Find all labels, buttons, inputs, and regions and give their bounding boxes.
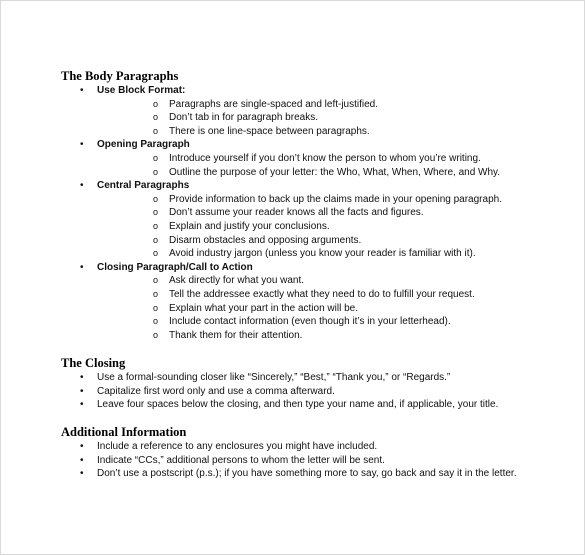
bullet-icon: • — [80, 180, 84, 192]
list-item — [61, 84, 576, 138]
group-label: Opening Paragraph — [97, 139, 190, 151]
list-item — [97, 125, 576, 139]
bullet-icon: • — [80, 85, 84, 96]
list-item — [97, 152, 576, 166]
circle-bullet-icon: o — [153, 125, 159, 136]
item-text: Capitalize first word only and use a comma afterward. — [97, 385, 335, 397]
list-item — [97, 234, 576, 248]
bullet-icon: • — [80, 441, 84, 453]
circle-bullet-icon: o — [153, 207, 159, 218]
list-item — [97, 193, 576, 207]
sub-list — [97, 193, 576, 261]
item-text: Outline the purpose of your letter: the Who, What, When, Where, and Why. — [169, 166, 501, 178]
list-item — [61, 440, 576, 454]
bullet-icon: • — [80, 261, 84, 273]
item-text: Thank them for their attention. — [169, 329, 303, 341]
circle-bullet-icon: o — [153, 275, 159, 286]
list-item — [61, 138, 576, 179]
item-text: Indicate “CCs,” additional persons to whom the letter will be sent. — [97, 454, 385, 466]
section-heading: Additional Information — [61, 425, 187, 440]
list-item — [97, 315, 576, 329]
list-item — [97, 98, 576, 112]
circle-bullet-icon: o — [153, 152, 159, 163]
circle-bullet-icon: o — [153, 193, 159, 204]
circle-bullet-icon: o — [153, 248, 159, 259]
item-text: Avoid industry jargon (unless you know your reader is familiar with it). — [169, 248, 476, 260]
item-text: Paragraphs are single-spaced and left-justified. — [169, 98, 379, 110]
circle-bullet-icon: o — [153, 316, 159, 327]
circle-bullet-icon: o — [153, 98, 159, 109]
list-item — [97, 166, 576, 180]
group-label: Central Paragraphs — [97, 180, 190, 192]
list-item — [61, 385, 576, 399]
additional-list — [61, 440, 576, 481]
closing-list — [61, 371, 576, 412]
circle-bullet-icon: o — [153, 112, 159, 123]
circle-bullet-icon: o — [153, 288, 159, 299]
bullet-icon: • — [80, 385, 84, 397]
bullet-icon: • — [80, 139, 84, 151]
circle-bullet-icon: o — [153, 302, 159, 313]
list-item — [97, 220, 576, 234]
circle-bullet-icon: o — [153, 329, 159, 340]
sub-list — [97, 152, 576, 179]
list-item — [61, 261, 576, 343]
group-label: Closing Paragraph/Call to Action — [97, 261, 253, 273]
list-item — [61, 371, 576, 385]
bullet-icon: • — [80, 454, 84, 466]
list-item — [97, 302, 576, 316]
item-text: Leave four spaces below the closing, and then type your name and, if applicable, your title. — [97, 399, 499, 411]
list-item — [61, 398, 576, 412]
item-text: Don’t use a postscript (p.s.); if you have something more to say, go back and say it in the letter. — [97, 468, 517, 480]
list-item — [61, 179, 576, 261]
item-text: Explain what your part in the action will be. — [169, 302, 358, 314]
item-text: Ask directly for what you want. — [169, 275, 305, 287]
item-text: Include a reference to any enclosures you might have included. — [97, 441, 378, 453]
item-text: Provide information to back up the claims made in your opening paragraph. — [169, 193, 502, 205]
list-item — [97, 206, 576, 220]
list-item — [97, 247, 576, 261]
bullet-icon: • — [80, 468, 84, 480]
group-label: Use Block Format: — [97, 85, 186, 96]
circle-bullet-icon: o — [153, 234, 159, 245]
item-text: Tell the addressee exactly what they need to do to fulfill your request. — [169, 288, 475, 300]
list-item — [61, 467, 576, 481]
item-text: Include contact information (even though it’s in your letterhead). — [169, 316, 451, 328]
sub-list — [97, 98, 576, 139]
body-paragraphs-list — [61, 84, 576, 342]
list-item — [97, 111, 576, 125]
section-heading: The Body Paragraphs — [61, 69, 179, 83]
list-item — [97, 329, 576, 343]
circle-bullet-icon: o — [153, 166, 159, 177]
bullet-icon: • — [80, 372, 84, 384]
list-item — [61, 454, 576, 468]
item-text: Don’t tab in for paragraph breaks. — [169, 112, 318, 124]
body-paragraphs-section — [61, 69, 576, 342]
closing-section — [61, 356, 576, 412]
circle-bullet-icon: o — [153, 220, 159, 231]
sub-list — [97, 274, 576, 342]
item-text: Use a formal-sounding closer like “Sincerely,” “Best,” “Thank you,” or “Regards.” — [97, 372, 451, 384]
list-item — [97, 288, 576, 302]
list-item — [97, 274, 576, 288]
item-text: Disarm obstacles and opposing arguments. — [169, 234, 362, 246]
item-text: Don’t assume your reader knows all the facts and figures. — [169, 207, 424, 219]
item-text: There is one line-space between paragraphs. — [169, 125, 370, 137]
bullet-icon: • — [80, 399, 84, 411]
item-text: Explain and justify your conclusions. — [169, 220, 330, 232]
item-text: Introduce yourself if you don’t know the person to whom you’re writing. — [169, 152, 481, 164]
additional-information-section — [61, 425, 576, 481]
section-heading: The Closing — [61, 356, 126, 371]
document-content — [61, 69, 576, 481]
